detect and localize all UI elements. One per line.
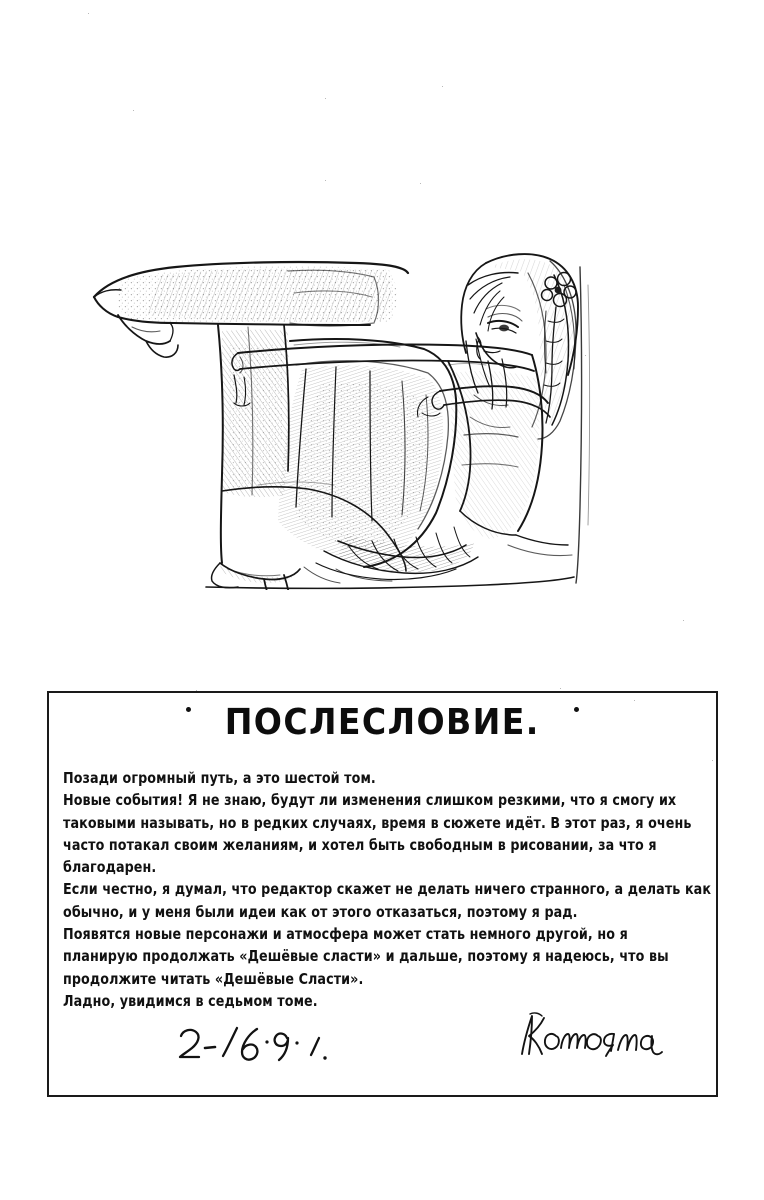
scan-speckle — [634, 700, 635, 701]
scan-speckle — [442, 86, 443, 87]
scan-speckle — [196, 690, 197, 691]
pencil-sketch-illustration — [88, 245, 598, 590]
afterword-line: Позади огромный путь, а это шестой том. — [63, 769, 376, 787]
afterword-line: Ладно, увидимся в седьмом томе. — [63, 991, 318, 1010]
page-title: ПОСЛЕСЛОВИЕ. — [224, 702, 541, 743]
afterword-line: Появятся новые персонажи и атмосфера может стать немного другой, но я — [63, 925, 628, 944]
afterword-line: часто потакал своим желаниям, и хотел быть свободным в рисовании, за что я — [63, 835, 657, 854]
title-right-dot-icon — [574, 707, 579, 712]
scan-speckle — [133, 110, 134, 111]
scan-speckle — [325, 180, 326, 181]
scan-speckle — [420, 183, 421, 184]
afterword-line: Новые события! Я не знаю, будут ли изменения слишком резкими, что я смогу их — [63, 791, 677, 810]
afterword-line: Если честно, я думал, что редактор скажет не делать ничего странного, а делать как — [63, 880, 712, 899]
afterword-line: обычно, и у меня были идеи как от этого отказаться, поэтому я рад. — [63, 902, 578, 921]
scan-speckle — [88, 13, 89, 14]
scan-speckle — [683, 620, 684, 621]
afterword-line: планирую продолжать «Дешёвые сласти» и дальше, поэтому я надеюсь, что вы — [63, 947, 669, 966]
scan-speckle — [585, 355, 586, 356]
title-left-dot-icon — [186, 707, 191, 712]
afterword-line: благодарен. — [63, 858, 157, 877]
scan-speckle — [560, 688, 561, 689]
afterword-line: продолжите читать «Дешёвые Сласти». — [63, 969, 364, 988]
afterword-line: таковыми называть, но в редких случаях, время в сюжете идёт. В этот раз, я очень — [63, 813, 692, 832]
scan-speckle — [712, 760, 713, 761]
scan-speckle — [325, 98, 326, 99]
handwritten-signature — [512, 1010, 672, 1066]
afterword-title-row — [49, 701, 716, 753]
handwritten-date — [175, 1022, 355, 1066]
afterword-body-text — [63, 767, 711, 1012]
